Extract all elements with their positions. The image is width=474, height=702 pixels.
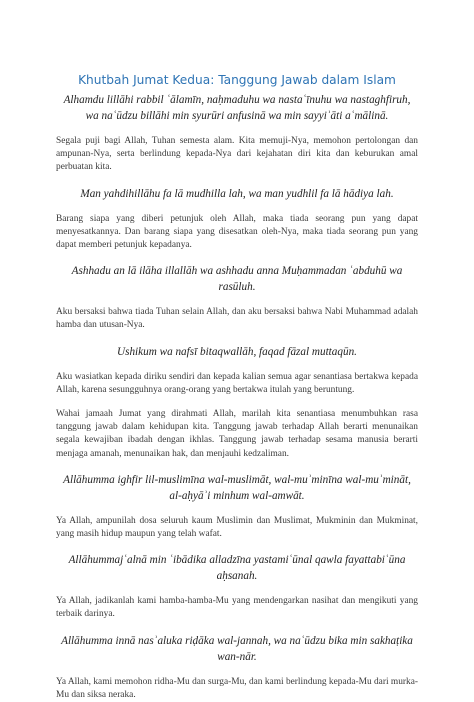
arabic-verse: Ashhadu an lā ilāha illallāh wa ashhadu anna Muḥammadan ʿabduhū wa rasūluh.: [71, 265, 403, 294]
document-title: Khutbah Jumat Kedua: Tanggung Jawab dalam Islam: [78, 73, 396, 87]
arabic-verse: Alhamdu lillāhi rabbil ʿālamīn, naḥmaduhu wa nastaʿīnuhu wa nastaghfiruh, wa naʿūdzu billāhi min syurūri anfusinā wa min sayyiʾāti aʿmālinā.: [63, 94, 411, 122]
arabic-verse: Man yahdihillāhu fa lā mudhilla lah, wa man yudhlil fa lā hādiya lah.: [80, 187, 394, 200]
arabic-verse: Allāhumma innā nasʾaluka riḍāka wal-jannah, wa naʿūdzu bika min sakhaṭika wan-nār.: [61, 634, 413, 663]
paragraph: Ya Allah, ampunilah dosa seluruh kaum Muslimin dan Muslimat, Mukminin dan Mukminat, yang masih hidup maupun yang telah wafat.: [56, 515, 418, 540]
paragraph: Barang siapa yang diberi petunjuk oleh Allah, maka tiada seorang pun yang dapat menyesatkannya. Dan barang siapa yang disesatkan oleh-Nya, maka tiada seorang pun yang dapat memberi petunjuk kepadanya.: [56, 213, 418, 251]
paragraph: Ya Allah, kami memohon ridha-Mu dan surga-Mu, dan kami berlindung kepada-Mu dari murka-Mu dan siksa neraka.: [56, 676, 418, 700]
paragraph: Ya Allah, jadikanlah kami hamba-hamba-Mu yang mendengarkan nasihat dan mengikuti yang terbaik darinya.: [56, 596, 418, 620]
paragraph: Segala puji bagi Allah, Tuhan semesta alam. Kita memuji-Nya, memohon pertolongan dan ampunan-Nya, serta berlindung kepada-Nya dari kejahatan diri kita dan keburukan amal perbuatan kita.: [56, 136, 418, 173]
arabic-verse: Ushikum wa nafsī bitaqwallāh, faqad fāzal muttaqūn.: [117, 345, 357, 358]
paragraph: Wahai jamaah Jumat yang dirahmati Allah, marilah kita senantiasa menumbuhkan rasa tanggung jawab dalam kehidupan kita. Tanggung jawab terhadap Allah berarti menunaikan segala kewajiban ibadah dengan ikhlas. Tanggung jawab terhadap sesama manusia berarti menjaga amanah, menunaikan hak, dan menjauhi kedzaliman.: [56, 409, 418, 459]
paragraph: Aku bersaksi bahwa tiada Tuhan selain Allah, dan aku bersaksi bahwa Nabi Muhammad adalah hamba dan utusan-Nya.: [56, 307, 418, 331]
arabic-verse: Allāhummajʿalnā min ʿibādika alladzīna yastamiʿūnal qawla fayattabiʿūna aḥsanah.: [68, 554, 406, 583]
arabic-verse: Allāhumma ighfir lil-muslimīna wal-muslimāt, wal-muʾminīna wal-muʾmināt, al-aḥyāʾi minhum wal-amwāt.: [63, 473, 411, 502]
paragraph: Aku wasiatkan kepada diriku sendiri dan kepada kalian semua agar senantiasa bertakwa kepada Allah, karena sesungguhnya orang-orang yang bertakwa itulah yang beruntung.: [56, 371, 418, 395]
